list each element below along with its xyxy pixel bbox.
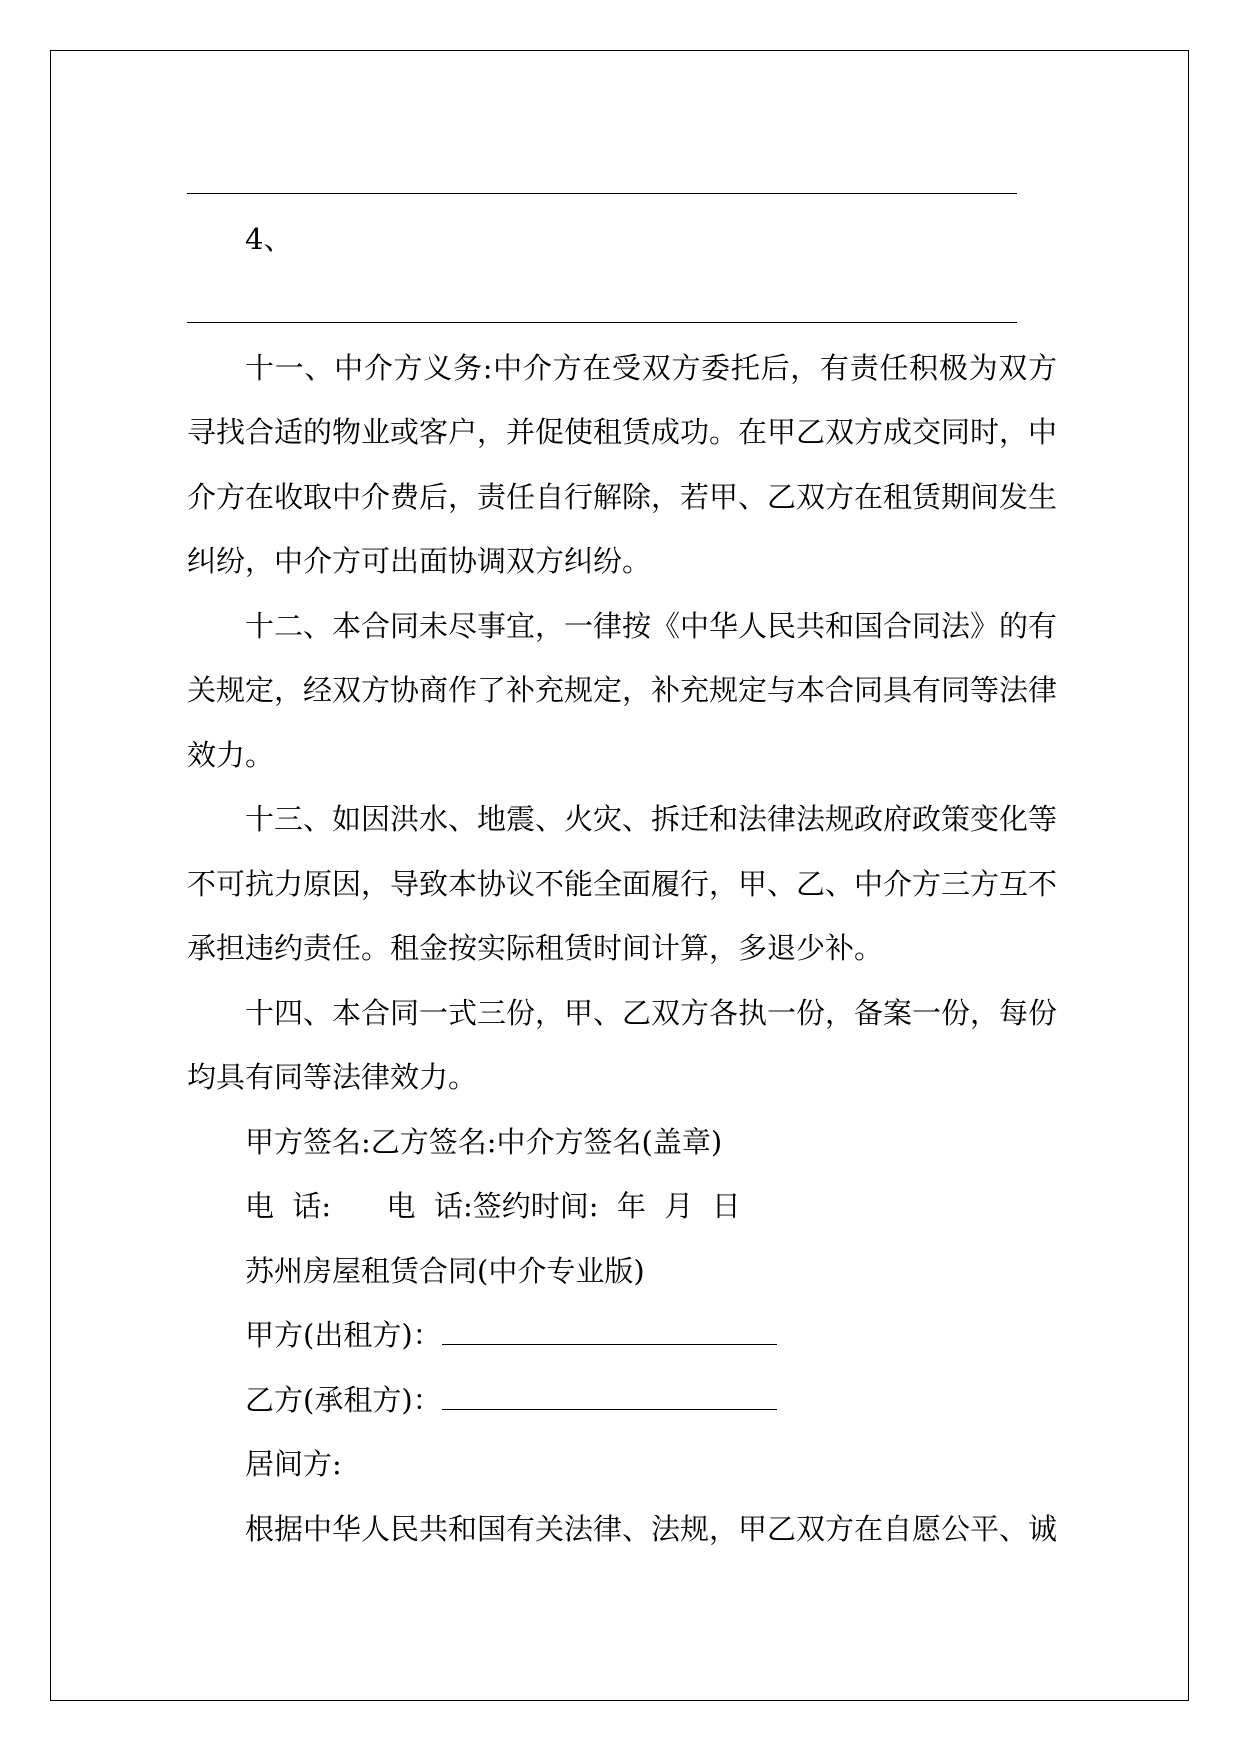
clause-12: 十二、本合同未尽事宜，一律按《中华人民共和国合同法》的有关规定，经双方协商作了补充规定，补充规定与本合同具有同等法律效力。 — [187, 608, 1058, 772]
preamble: 根据中华人民共和国有关法律、法规，甲乙双方在自愿公平、诚 — [245, 1511, 1058, 1546]
document-body — [187, 142, 1057, 1561]
intermediary-label: 居间方: — [245, 1447, 342, 1481]
clause-13: 十三、如因洪水、地震、火灾、拆迁和法律法规政府政策变化等不可抗力原因，导致本协议不能全面履行，甲、乙、中介方三方互不承担违约责任。租金按实际租赁时间计算，多退少补。 — [187, 802, 1058, 965]
blank-fill-line — [187, 142, 1057, 207]
party-b-blank — [442, 1389, 777, 1410]
party-a-label: 甲方(出租方)： — [245, 1318, 442, 1352]
signature-line: 甲方签名:乙方签名:中介方签名(盖章) — [245, 1124, 723, 1159]
clause-14: 十四、本合同一式三份，甲、乙双方各执一份，备案一份，每份均具有同等法律效力。 — [187, 995, 1058, 1094]
party-a-row — [187, 1303, 1057, 1368]
phone-line: 电 话: 电 话:签约时间: 年 月 日 — [245, 1189, 741, 1223]
item-4-label: 4、 — [245, 221, 293, 256]
party-a-blank — [442, 1324, 777, 1345]
contract-title: 苏州房屋租赁合同(中介专业版) — [245, 1253, 645, 1288]
party-b-row — [187, 1368, 1057, 1433]
blank-fill-line — [187, 271, 1057, 336]
clause-11: 十一、中介方义务:中介方在受双方委托后，有责任积极为双方寻找合适的物业或客户，并促使租赁成功。在甲乙双方成交同时，中介方在收取中介费后，责任自行解除，若甲、乙双方在租赁期间发生纠纷，中介方可出面协调双方纠纷。 — [187, 350, 1058, 578]
party-b-label: 乙方(承租方)： — [245, 1382, 442, 1417]
